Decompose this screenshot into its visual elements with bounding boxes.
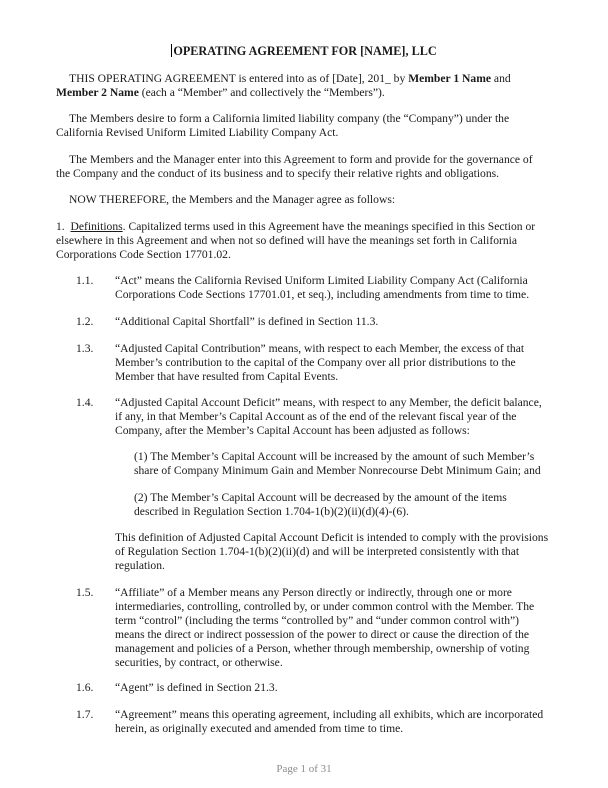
member-2-name: Member 2 Name (56, 86, 139, 99)
intro-text-1: THIS OPERATING AGREEMENT is entered into as of [Date], 201_ by (69, 72, 409, 85)
deficit-subitem-2: (2) The Member’s Capital Account will be decreased by the amount of the items described in Regulation Section 1.704-1(b)(2)(ii)(d)(4)-(6). (134, 491, 507, 518)
member-1-name: Member 1 Name (408, 72, 492, 85)
section-heading: Definitions (70, 220, 123, 233)
definition-agreement: “Agreement” means this operating agreement, including all exhibits, which are incorporated herein, as originally executed and amended from time to time. (115, 708, 544, 735)
now-therefore (56, 193, 548, 207)
definition-additional-capital-shortfall: “Additional Capital Shortfall” is defined in Section 11.3. (115, 315, 379, 328)
section-number: 1. (56, 220, 65, 233)
item-number: 1.4. (76, 396, 94, 409)
item-number: 1.5. (76, 586, 94, 599)
title-text: OPERATING AGREEMENT FOR [NAME], LLC (173, 44, 437, 58)
page-number-footer: Page 1 of 31 (276, 763, 332, 775)
definition-agent: “Agent” is defined in Section 21.3. (115, 681, 278, 694)
item-number: 1.7. (76, 708, 94, 721)
recital-2-text: The Members and the Manager enter into this Agreement to form and provide for the governance of the Company and the conduct of its business and to specify their relative rights and obligations. (56, 153, 533, 180)
recital-2 (56, 153, 548, 181)
deficit-subitem-1: (1) The Member’s Capital Account will be increased by the amount of such Member’s share of Company Minimum Gain and Member Nonrecourse Debt Minimum Gain; and (134, 450, 541, 477)
definition-adjusted-capital-account-deficit: “Adjusted Capital Account Deficit” means, with respect to any Member, the deficit balance, if any, in that Member’s Capital Account as of the end of the relevant fiscal year of the Company, after the Member’s Capital Account has been adjusted as follows: (115, 396, 542, 437)
recital-1 (56, 112, 548, 140)
section-1-definitions (56, 220, 548, 262)
deficit-note: This definition of Adjusted Capital Account Deficit is intended to comply with the provisions of Regulation Section 1.704-1(b)(2)(ii)(d) and will be interpreted consistently with that regulation. (115, 531, 549, 572)
section-text: . Capitalized terms used in this Agreement have the meanings specified in this Section or elsewhere in this Agreement and when not so defined will have the meanings set forth in California Corporations Code Section 17701.02. (56, 220, 536, 261)
definition-act: “Act” means the California Revised Uniform Limited Liability Company Act (California Corporations Code Sections 17701.01, et seq.), including amendments from time to time. (115, 274, 530, 301)
item-number: 1.2. (76, 315, 94, 328)
definition-adjusted-capital-contribution: “Adjusted Capital Contribution” means, with respect to each Member, the excess of that Member’s contribution to the capital of the Company over all prior distributions to the Member that have resulted from Capital Events. (115, 342, 525, 383)
item-number: 1.1. (76, 274, 94, 287)
definition-affiliate: “Affiliate” of a Member means any Person directly or indirectly, through one or more intermediaries, controlling, controlled by, or under common control with the Member. The term “control” (including the terms “controlled by” and “under common control with”) means the direct or indirect possession of the power to direct or cause the direction of the management and policies of a Person, whether through membership, ownership of voting securities, by contract, or otherwise. (115, 586, 535, 669)
intro-paragraph (56, 72, 548, 100)
document-title (0, 44, 608, 58)
now-therefore-text: NOW THEREFORE, the Members and the Manager agree as follows: (69, 193, 396, 206)
item-number: 1.6. (76, 681, 94, 694)
recital-1-text: The Members desire to form a California limited liability company (the “Company”) under the California Revised Uniform Limited Liability Company Act. (56, 112, 510, 139)
intro-text-2: (each a “Member” and collectively the “Members”). (138, 86, 385, 99)
intro-and: and (491, 72, 511, 85)
item-number: 1.3. (76, 342, 94, 355)
